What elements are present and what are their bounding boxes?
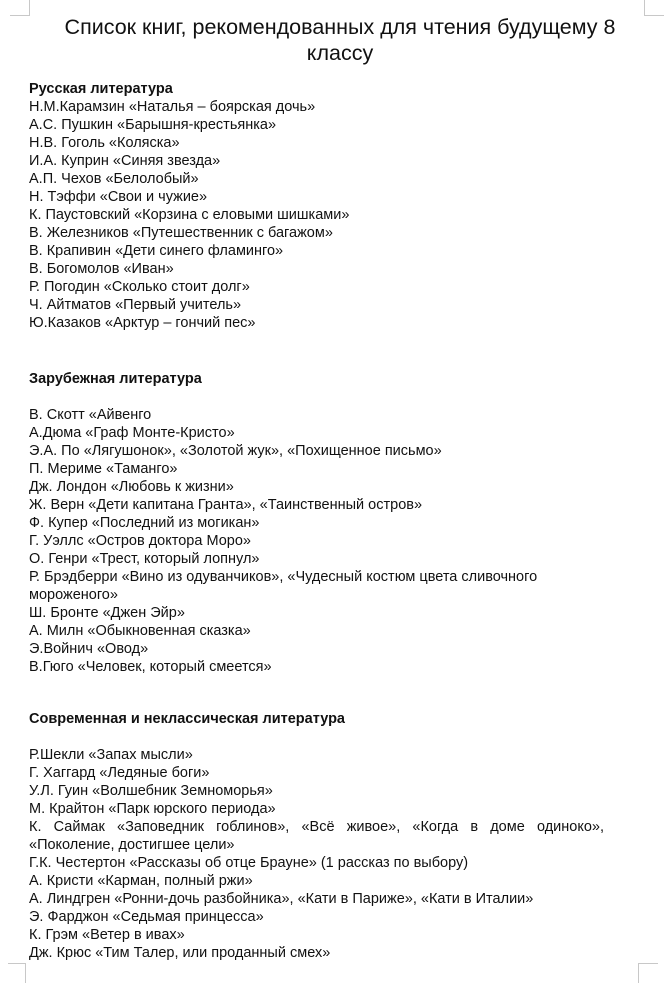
section-heading: Зарубежная литература <box>29 371 202 387</box>
book-list-item: А.П. Чехов «Белолобый» <box>29 171 199 187</box>
section-russian-literature <box>29 80 604 332</box>
book-list-item: Г. Хаггард «Ледяные боги» <box>29 765 210 781</box>
book-list-item: Ф. Купер «Последний из могикан» <box>29 515 260 531</box>
book-list-item: В. Крапивин «Дети синего фламинго» <box>29 243 284 259</box>
book-list-item: М. Крайтон «Парк юрского периода» <box>29 801 276 817</box>
book-list-item: А. Кристи «Карман, полный ржи» <box>29 873 253 889</box>
book-list-item: К. Саймак «Заповедник гоблинов», «Всё живое», «Когда в доме одиноко», «Поколение, достигшее цели» <box>29 819 604 853</box>
book-list-item: К. Грэм «Ветер в ивах» <box>29 927 185 943</box>
book-list <box>29 746 604 962</box>
book-list-item: Р. Брэдберри «Вино из одуванчиков», «Чудесный костюм цвета сливочного мороженого» <box>29 569 538 603</box>
book-list-item: В. Скотт «Айвенго <box>29 407 152 423</box>
book-list-item: Н.М.Карамзин «Наталья – боярская дочь» <box>29 99 316 115</box>
book-list-item: Ч. Айтматов «Первый учитель» <box>29 297 242 313</box>
book-list-item: В. Богомолов «Иван» <box>29 261 174 277</box>
book-list <box>29 406 604 676</box>
book-list-item: Ю.Казаков «Арктур – гончий пес» <box>29 315 256 331</box>
section-modern-literature <box>29 710 604 962</box>
book-list-item: Р. Погодин «Сколько стоит долг» <box>29 279 250 295</box>
book-list-item: Р.Шекли «Запах мысли» <box>29 747 193 763</box>
book-list <box>29 98 604 332</box>
book-list-item: А. Линдгрен «Ронни-дочь разбойника», «Кати в Париже», «Кати в Италии» <box>29 891 534 907</box>
document-title: Список книг, рекомендованных для чтения будущему 8 классу <box>64 15 616 65</box>
book-list-item: А.С. Пушкин «Барышня-крестьянка» <box>29 117 277 133</box>
book-list-item: Г. Уэллс «Остров доктора Моро» <box>29 533 251 549</box>
book-list-item: И.А. Куприн «Синяя звезда» <box>29 153 221 169</box>
book-list-item: Э.А. По «Лягушонок», «Золотой жук», «Похищенное письмо» <box>29 443 442 459</box>
book-list-item: К. Паустовский «Корзина с еловыми шишками» <box>29 207 350 223</box>
book-list-item: О. Генри «Трест, который лопнул» <box>29 551 260 567</box>
book-list-item: Ж. Верн «Дети капитана Гранта», «Таинственный остров» <box>29 497 423 513</box>
book-list-item: А. Милн «Обыкновенная сказка» <box>29 623 251 639</box>
book-list-item: Ш. Бронте «Джен Эйр» <box>29 605 185 621</box>
book-list-item: Н. Тэффи «Свои и чужие» <box>29 189 208 205</box>
book-list-item: Дж. Крюс «Тим Талер, или проданный смех» <box>29 945 331 961</box>
section-foreign-literature <box>29 370 604 676</box>
book-list-item: Э.Войнич «Овод» <box>29 641 149 657</box>
book-list-item: Э. Фарджон «Седьмая принцесса» <box>29 909 264 925</box>
book-list-item: Дж. Лондон «Любовь к жизни» <box>29 479 234 495</box>
book-list-item: Г.К. Честертон «Рассказы об отце Брауне» (1 рассказ по выбору) <box>29 855 469 871</box>
book-list-item: В. Железников «Путешественник с багажом» <box>29 225 333 241</box>
book-list-item: В.Гюго «Человек, который смеется» <box>29 659 272 675</box>
section-heading: Русская литература <box>29 81 173 97</box>
section-heading: Современная и неклассическая литература <box>29 711 345 727</box>
book-list-item: П. Мериме «Таманго» <box>29 461 178 477</box>
book-list-item: А.Дюма «Граф Монте-Кристо» <box>29 425 235 441</box>
book-list-item: Н.В. Гоголь «Коляска» <box>29 135 180 151</box>
book-list-item: У.Л. Гуин «Волшебник Земноморья» <box>29 783 273 799</box>
